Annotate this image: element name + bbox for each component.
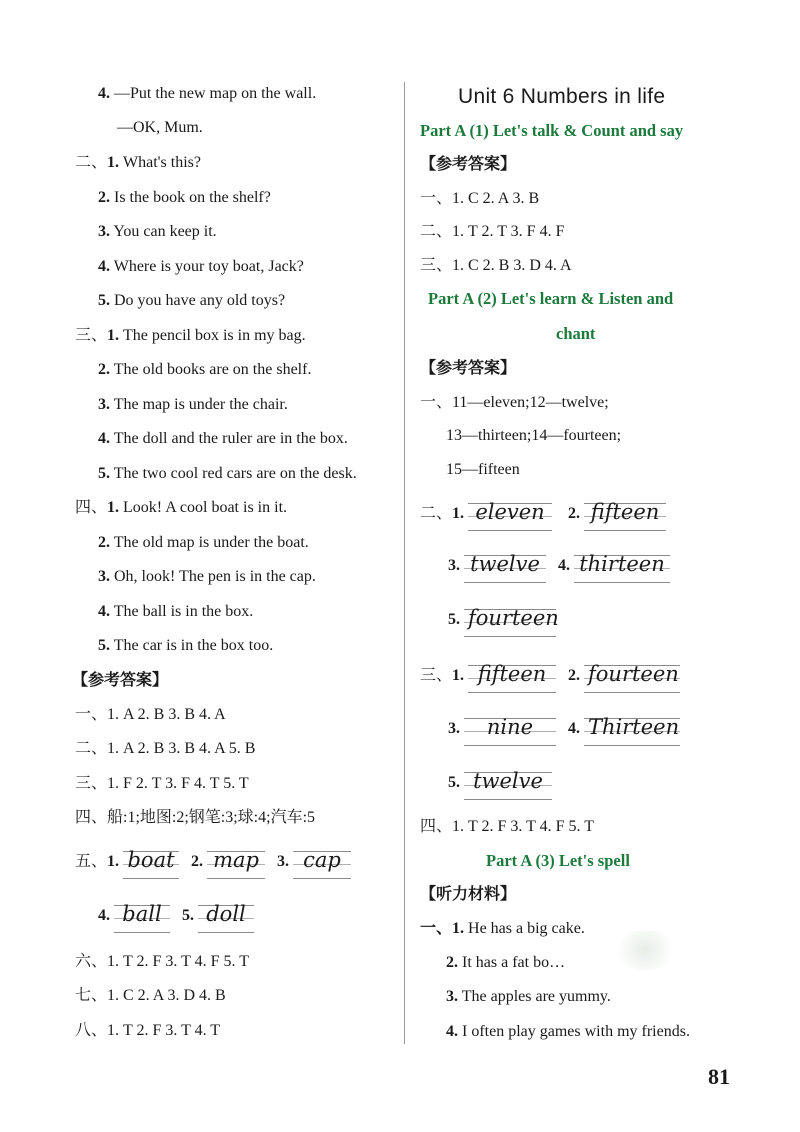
handwritten-word: ball xyxy=(114,903,170,925)
handwriting-row: 3. twelve 4. thirteen xyxy=(448,553,670,575)
s2-item: 4. Where is your toy boat, Jack? xyxy=(98,258,304,275)
column-divider xyxy=(404,82,405,1044)
part-a3-heading: Part A (3) Let's spell xyxy=(486,851,630,870)
unit-title: Unit 6 Numbers in life xyxy=(458,85,666,108)
handwritten-word: cap xyxy=(293,849,351,871)
answer-header: 【参考答案】 xyxy=(420,360,517,377)
s4-item: 5. The car is in the box too. xyxy=(98,637,274,654)
answer-header: 【参考答案】 xyxy=(72,672,169,689)
number-line: 一、11—eleven;12—twelve; xyxy=(420,394,609,411)
handwriting-row: 二、1. eleven 2. fifteen xyxy=(420,500,666,523)
handwriting-row: 4. ball 5. doll xyxy=(98,903,254,925)
number-line: 13—thirteen;14—fourteen; xyxy=(446,427,622,444)
handwritten-word: map xyxy=(207,849,265,871)
answer-line: 二、1. A 2. B 3. B 4. A 5. B xyxy=(75,740,256,757)
answer-line: 三、1. F 2. T 3. F 4. T 5. T xyxy=(75,775,249,792)
handwritten-word: fourteen xyxy=(464,607,556,629)
answer-line: 六、1. T 2. F 3. T 4. F 5. T xyxy=(75,953,249,970)
handwriting-row: 五、1. boat 2. map 3. cap xyxy=(75,848,351,871)
handwriting-row: 5. fourteen xyxy=(448,607,556,629)
listening-line: 4. I often play games with my friends. xyxy=(446,1023,690,1040)
handwritten-word: fifteen xyxy=(584,501,666,523)
part-a2-heading-cont: chant xyxy=(556,324,596,343)
s2-item: 5. Do you have any old toys? xyxy=(98,292,286,309)
handwritten-word: eleven xyxy=(468,501,552,523)
s2-item: 2. Is the book on the shelf? xyxy=(98,189,271,206)
handwritten-word: Thirteen xyxy=(584,716,680,738)
handwriting-row: 三、1. fifteen 2. fourteen xyxy=(420,662,680,685)
handwritten-word: doll xyxy=(198,903,254,925)
answer-line: 一、1. A 2. B 3. B 4. A xyxy=(75,706,226,723)
handwriting-row: 3. nine 4. Thirteen xyxy=(448,716,680,738)
s3-item: 5. The two cool red cars are on the desk. xyxy=(98,465,357,482)
answer-header: 【参考答案】 xyxy=(420,156,517,173)
handwritten-word: fifteen xyxy=(468,663,556,685)
listening-line: 一、1. He has a big cake. xyxy=(420,920,585,937)
answer-line: 一、1. C 2. A 3. B xyxy=(420,190,540,207)
handwriting-row: 5. twelve xyxy=(448,770,552,792)
s2-item: 二、1. What's this? xyxy=(75,154,201,171)
line-ok-mum: —OK, Mum. xyxy=(117,119,203,136)
handwritten-word: thirteen xyxy=(574,553,670,575)
listening-header: 【听力材料】 xyxy=(420,886,517,903)
answer-line: 二、1. T 2. T 3. F 4. F xyxy=(420,223,565,240)
s3-item: 2. The old books are on the shelf. xyxy=(98,361,312,378)
number-line: 15—fifteen xyxy=(446,461,520,478)
s4-item: 3. Oh, look! The pen is in the cap. xyxy=(98,568,316,585)
s3-item: 3. The map is under the chair. xyxy=(98,396,288,413)
part-a1-heading: Part A (1) Let's talk & Count and say xyxy=(420,121,684,140)
line-4: 4. —Put the new map on the wall. xyxy=(98,85,317,102)
watermark-smudge xyxy=(610,930,680,970)
handwritten-word: nine xyxy=(464,716,556,738)
s3-item: 4. The doll and the ruler are in the box. xyxy=(98,430,348,447)
handwritten-word: boat xyxy=(123,849,179,871)
page-number: 81 xyxy=(708,1064,730,1089)
s2-item: 3. You can keep it. xyxy=(98,223,217,240)
s4-item: 4. The ball is in the box. xyxy=(98,603,254,620)
answer-line: 四、船:1;地图:2;钢笔:3;球:4;汽车:5 xyxy=(75,809,316,826)
s4-item: 四、1. Look! A cool boat is in it. xyxy=(75,499,288,516)
listening-line: 3. The apples are yummy. xyxy=(446,988,611,1005)
handwritten-word: twelve xyxy=(464,770,552,792)
answer-line: 四、1. T 2. F 3. T 4. F 5. T xyxy=(420,818,594,835)
s3-item: 三、1. The pencil box is in my bag. xyxy=(75,327,306,344)
s4-item: 2. The old map is under the boat. xyxy=(98,534,309,551)
listening-line: 2. It has a fat bo… xyxy=(446,954,566,971)
answer-line: 八、1. T 2. F 3. T 4. T xyxy=(75,1022,221,1039)
handwritten-word: twelve xyxy=(464,553,546,575)
part-a2-heading: Part A (2) Let's learn & Listen and xyxy=(428,289,674,308)
handwritten-word: fourteen xyxy=(584,663,680,685)
answer-line: 三、1. C 2. B 3. D 4. A xyxy=(420,257,572,274)
answer-line: 七、1. C 2. A 3. D 4. B xyxy=(75,987,226,1004)
